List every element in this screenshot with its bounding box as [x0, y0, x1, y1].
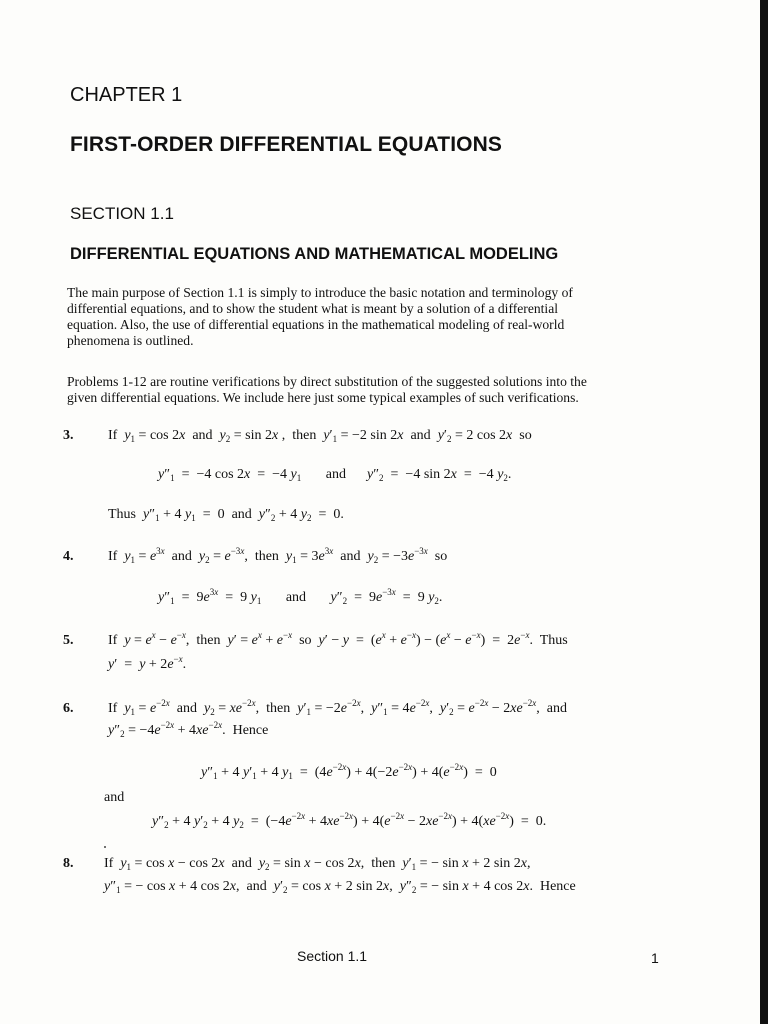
intro-line: phenomena is outlined.: [67, 333, 194, 348]
intro-paragraph: [67, 285, 657, 349]
problem-number: 3.: [63, 428, 74, 443]
problems-note-line: Problems 1-12 are routine verifications by direct substitution of the suggested solutions into the: [67, 374, 587, 389]
math-line: $y' = y + 2e^{-x}$.: [108, 654, 187, 672]
math-line: and: [104, 790, 125, 805]
intro-line: differential equations, and to show the student what is meant by a solution of a differential: [67, 301, 559, 316]
math-line: $y''_1 + 4$ $y'_1 + 4$ $y_1 = (4e^{-2x}) + 4(-2e^{-2x}) + 4(e^{-2x}) = 0$: [201, 762, 497, 781]
page-number: 1: [651, 950, 659, 966]
problems-note-paragraph: [67, 374, 657, 406]
chapter-title: FIRST-ORDER DIFFERENTIAL EQUATIONS: [70, 133, 502, 156]
math-line: Thus $y''_1 + 4$ $y_1 = 0$ and $y''_2 + 4$ $y_2 = 0$.: [108, 507, 344, 523]
math-line: If $y_1 = \cos 2x$ and $y_2 = \sin 2x$ , then $y'_1 = -2$ sin 2x and $y'_2 = 2$ cos 2x so: [108, 428, 532, 444]
chapter-label: CHAPTER 1: [70, 84, 183, 106]
math-line: If $y_1 = e^{3x}$ and $y_2 = e^{-3x}$, then $y_1 = 3e^{3x}$ and $y_2 = -3e^{-3x}$ so: [108, 546, 448, 565]
math-line: $y''_2 + 4$ $y'_2 + 4$ $y_2 = (-4e^{-2x} + 4xe^{-2x}) + 4(e^{-2x} - 2xe^{-2x}) + 4(xe^{-2x}) = 0$.: [152, 811, 547, 830]
math-line: $y''_1$ = − cos x + 4 cos 2x, and $y'_2 = \cos x + 2$ sin 2x, $y''_2$ = − sin x + 4 cos 2x. Hence: [104, 879, 576, 895]
intro-line: equation. Also, the use of differential equations in the mathematical modeling of real-world: [67, 317, 565, 332]
math-line: If $y_1 = \cos x - \cos 2x$ and $y_2 = \sin x - \cos 2x$, then $y'_1$ = − sin x + 2 sin 2x,: [104, 856, 531, 872]
scan-speck: [104, 846, 106, 848]
intro-line: The main purpose of Section 1.1 is simply to introduce the basic notation and terminology of: [67, 285, 573, 300]
math-line: $y''_1 = 9e^{3x} = 9$ $y_1$ and $y''_2 = 9e^{-3x} = 9$ $y_2$.: [158, 587, 443, 606]
problem-number: 6.: [63, 701, 74, 716]
math-line: If $y = e^x - e^{-x}$, then $y' = e^x + e^{-x}$ so $y' - y = (e^x + e^{-x}) - (e^x - e^{-x}) = 2e^{-x}$. Thus: [108, 630, 568, 648]
math-line: If $y_1 = e^{-2x}$ and $y_2 = xe^{-2x}$, then $y'_1 = -2e^{-2x}$, $y''_1 = 4e^{-2x}$, $y'_2 = e^{-2x} - 2xe^{-2x}$, and: [108, 698, 567, 717]
problem-number: 5.: [63, 633, 74, 648]
problems-note-line: given differential equations. We include here just some typical examples of such verifications.: [67, 390, 579, 405]
problem-number: 4.: [63, 549, 74, 564]
footer-section: Section 1.1: [297, 948, 368, 964]
section-title: DIFFERENTIAL EQUATIONS AND MATHEMATICAL MODELING: [70, 245, 559, 263]
problem-number: 8.: [63, 856, 74, 871]
math-line: $y''_1 = -4$ cos 2x = −4 $y_1$ and $y''_2 = -4$ sin 2x = −4 $y_2$.: [158, 467, 512, 483]
math-line: $y''_2 = -4e^{-2x} + 4xe^{-2x}$. Hence: [108, 720, 269, 739]
section-label: SECTION 1.1: [70, 204, 174, 223]
scan-edge: [760, 0, 768, 1024]
